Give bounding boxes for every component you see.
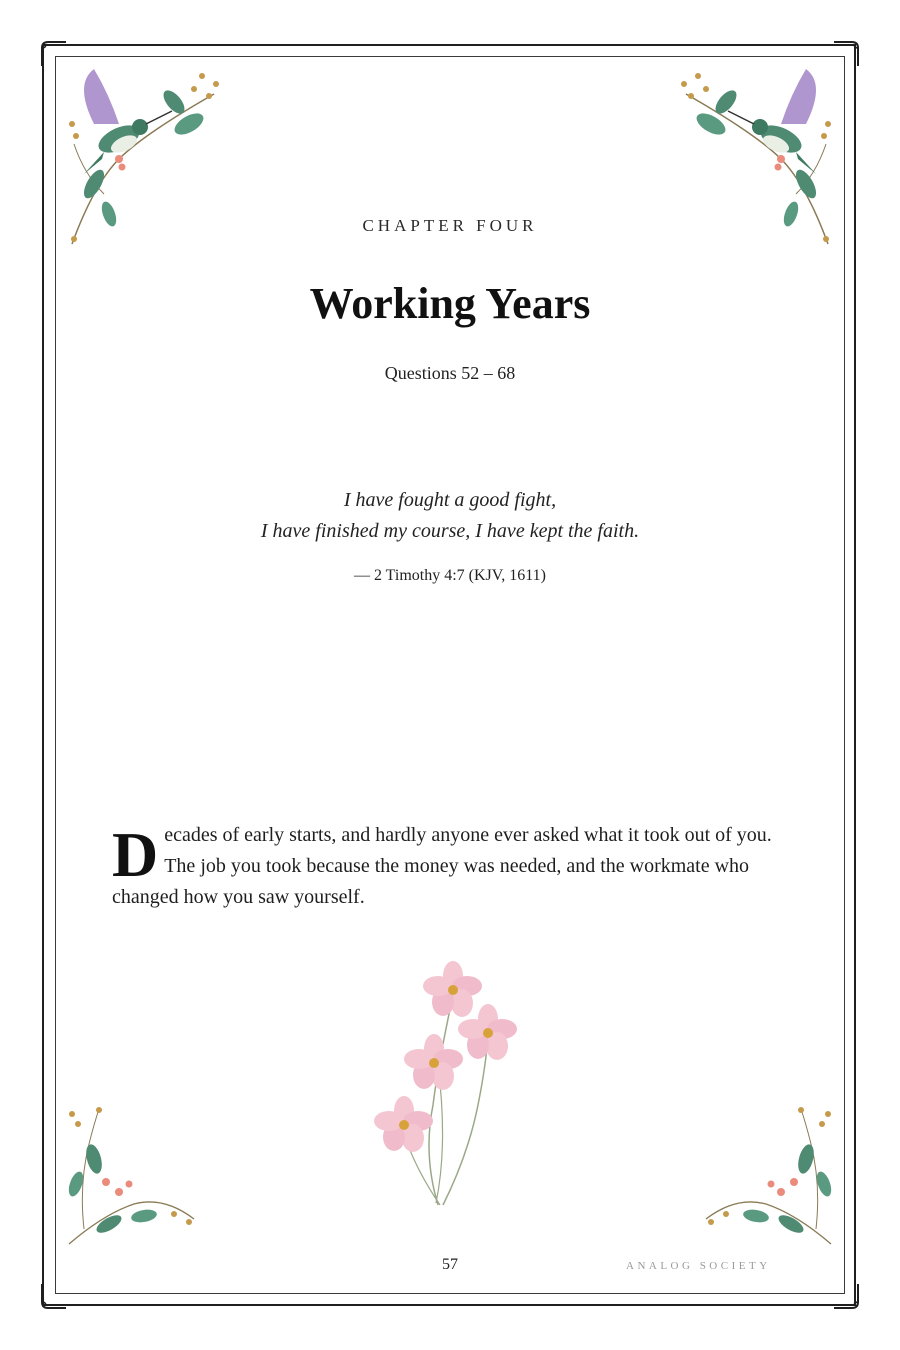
question-range: Questions 52 – 68 xyxy=(384,363,516,383)
intro-paragraph xyxy=(112,820,792,913)
intro-text: ecades of early starts, and hardly anyone ever asked what it took out of you. The job you took because the money was needed, and the workmate who changed how you saw yourself. xyxy=(112,824,772,908)
cosmos-flowers-illustration xyxy=(368,955,533,1210)
epigraph-citation: — 2 Timothy 4:7 (KJV, 1611) xyxy=(353,567,547,584)
corner-curl-icon xyxy=(38,1282,68,1312)
chapter-title: Working Years xyxy=(309,279,591,328)
chapter-label: CHAPTER FOUR xyxy=(362,216,538,235)
page-number: 57 xyxy=(442,1256,458,1273)
epigraph-line-1: I have fought a good fight, xyxy=(343,489,557,511)
floral-sprig-illustration xyxy=(701,1104,836,1249)
epigraph-line-2: I have finished my course, I have kept the faith. xyxy=(260,520,640,542)
drop-cap: D xyxy=(112,819,159,890)
corner-curl-icon xyxy=(832,1282,862,1312)
floral-sprig-illustration xyxy=(64,1104,199,1249)
epigraph-quote xyxy=(0,485,900,547)
corner-curl-icon xyxy=(832,38,862,68)
running-footer: ANALOG SOCIETY xyxy=(626,1260,771,1272)
